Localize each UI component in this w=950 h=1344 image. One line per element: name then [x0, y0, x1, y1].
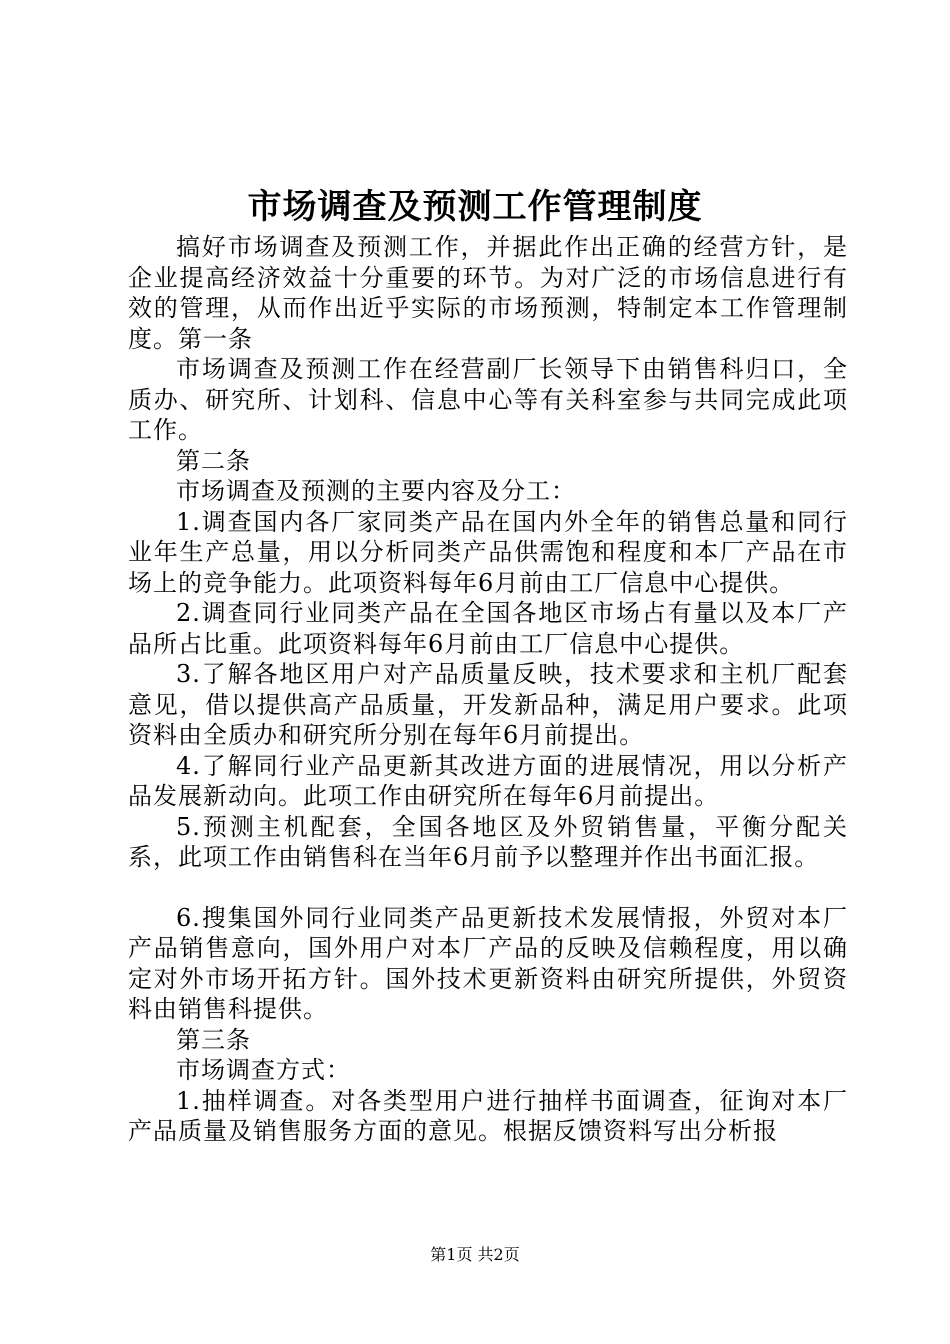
heading-article-3: 第三条 — [176, 1025, 251, 1054]
list-item-6: 6.搜集国外同行业同类产品更新技术发展情报，外贸对本厂产品销售意向，国外用户对本厂产品的反映及信赖程度，用以确定对外市场开拓方针。国外技术更新资料由研究所提供，外贸资料由销售科提供。 — [128, 903, 848, 1023]
list-item-1: 1.调查国内各厂家同类产品在国内外全年的销售总量和同行业年生产总量，用以分析同类产品供需饱和程度和本厂产品在市场上的竞争能力。此项资料每年6月前由工厂信息中心提供。 — [128, 507, 848, 597]
list-item-2: 2.调查同行业同类产品在全国各地区市场占有量以及本厂产品所占比重。此项资料每年6月前由工厂信息中心提供。 — [128, 599, 848, 658]
document-body — [128, 232, 848, 1147]
list-item-3: 3.了解各地区用户对产品质量反映，技术要求和主机厂配套意见，借以提供高产品质量，开发新品种，满足用户要求。此项资料由全质办和研究所分别在每年6月前提出。 — [128, 660, 848, 749]
list-item-5: 5.预测主机配套，全国各地区及外贸销售量，平衡分配关系，此项工作由销售科在当年6月前予以整理并作出书面汇报。 — [128, 812, 848, 871]
paragraph-content-division: 市场调查及预测的主要内容及分工： — [176, 477, 576, 505]
heading-article-2: 第二条 — [176, 446, 251, 475]
document-title: 市场调查及预测工作管理制度 — [247, 187, 703, 227]
paragraph-article-1: 市场调查及预测工作在经营副厂长领导下由销售科归口，全质办、研究所、计划科、信息中心等有关科室参与共同完成此项工作。 — [128, 355, 848, 444]
paragraph-intro: 搞好市场调查及预测工作，并据此作出正确的经营方针，是企业提高经济效益十分重要的环节。为对广泛的市场信息进行有效的管理，从而作出近乎实际的市场预测，特制定本工作管理制度。第一条 — [128, 233, 848, 353]
list-item-sampling: 1.抽样调查。对各类型用户进行抽样书面调查，征询对本厂产品质量及销售服务方面的意见。根据反馈资料写出分析报 — [128, 1086, 848, 1145]
list-item-4: 4.了解同行业产品更新其改进方面的进展情况，用以分析产品发展新动向。此项工作由研究所在每年6月前提出。 — [128, 751, 848, 810]
page-footer: 第1页 共2页 — [430, 1245, 520, 1264]
paragraph-survey-methods: 市场调查方式： — [176, 1056, 351, 1084]
